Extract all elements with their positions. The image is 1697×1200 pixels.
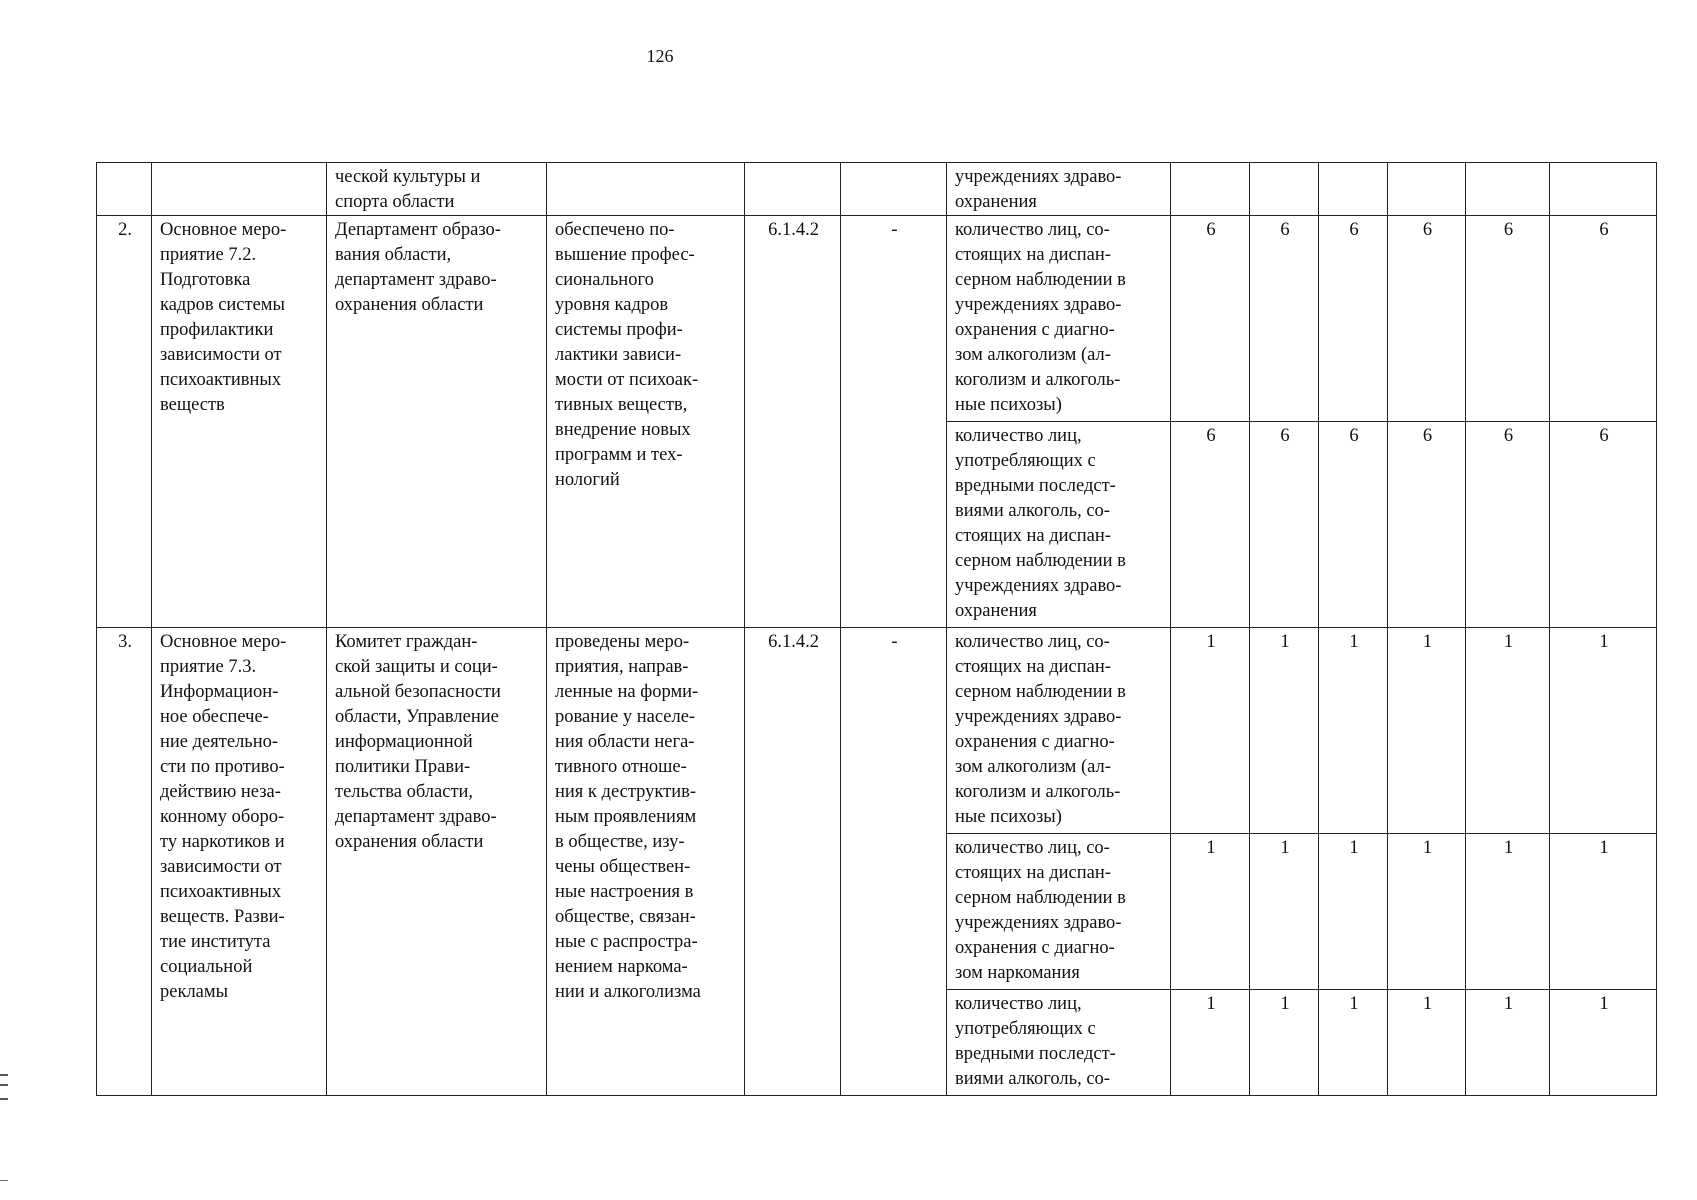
indicator-text: количество лиц, употребляющих с вредными последст- виями алкоголь, со- bbox=[947, 990, 1171, 1096]
indicator-value: 1 bbox=[1550, 628, 1657, 834]
cell-code bbox=[745, 163, 841, 216]
table-row-continuation bbox=[97, 163, 1657, 216]
indicator-code: 6.1.4.2 bbox=[745, 216, 841, 628]
cell-value bbox=[1319, 163, 1388, 216]
indicator-value: 1 bbox=[1550, 990, 1657, 1096]
cell-indicator: учреждениях здраво- охранения bbox=[947, 163, 1171, 216]
cell-result bbox=[547, 163, 745, 216]
dash-cell: - bbox=[841, 216, 947, 628]
cell-value bbox=[1550, 163, 1657, 216]
indicator-value: 6 bbox=[1250, 216, 1319, 422]
indicator-value: 1 bbox=[1171, 628, 1250, 834]
indicator-value: 6 bbox=[1550, 422, 1657, 628]
cell-value bbox=[1171, 163, 1250, 216]
responsible-executor: Департамент образо- вания области, департамент здраво- охранения области bbox=[327, 216, 547, 628]
indicator-value: 1 bbox=[1319, 834, 1388, 990]
indicator-value: 1 bbox=[1250, 990, 1319, 1096]
indicator-value: 6 bbox=[1466, 216, 1550, 422]
table-row-3 bbox=[97, 628, 1657, 834]
cell-measure bbox=[152, 163, 327, 216]
indicator-value: 6 bbox=[1171, 216, 1250, 422]
binding-margin-mark bbox=[0, 1074, 8, 1100]
indicator-value: 6 bbox=[1319, 216, 1388, 422]
row-number: 2. bbox=[97, 216, 152, 628]
indicator-value: 1 bbox=[1319, 628, 1388, 834]
indicator-value: 1 bbox=[1550, 834, 1657, 990]
indicator-value: 6 bbox=[1171, 422, 1250, 628]
cell-value bbox=[1250, 163, 1319, 216]
indicator-text: количество лиц, со- стоящих на диспан- серном наблюдении в учреждениях здраво- охранения с диагно- зом алкоголизм (ал- коголизм и алкоголь- ные психозы) bbox=[947, 216, 1171, 422]
indicator-value: 6 bbox=[1388, 216, 1466, 422]
indicator-value: 1 bbox=[1171, 990, 1250, 1096]
program-measures-table bbox=[96, 162, 1657, 1096]
indicator-text: количество лиц, со- стоящих на диспан- серном наблюдении в учреждениях здраво- охранения с диагно- зом алкоголизм (ал- коголизм и алкоголь- ные психозы) bbox=[947, 628, 1171, 834]
indicator-value: 1 bbox=[1388, 834, 1466, 990]
expected-result: обеспечено по- вышение профес- сионального уровня кадров системы профи- лактики зависи- мости от психоак- тивных веществ, внедрение новых программ и тех- нологий bbox=[547, 216, 745, 628]
indicator-value: 1 bbox=[1388, 990, 1466, 1096]
indicator-value: 6 bbox=[1319, 422, 1388, 628]
responsible-executor: Комитет граждан- ской защиты и соци- альной безопасности области, Управление информационной политики Прави- тельства области, департамент здраво- охранения области bbox=[327, 628, 547, 1096]
cell-value bbox=[1466, 163, 1550, 216]
table-row-2 bbox=[97, 216, 1657, 422]
indicator-value: 1 bbox=[1466, 628, 1550, 834]
indicator-code: 6.1.4.2 bbox=[745, 628, 841, 1096]
cell-dash bbox=[841, 163, 947, 216]
page-number: 126 bbox=[646, 46, 674, 66]
indicator-value: 1 bbox=[1250, 834, 1319, 990]
indicator-text: количество лиц, употребляющих с вредными последст- виями алкоголь, со- стоящих на диспан- серном наблюдении в учреждениях здраво- охранения bbox=[947, 422, 1171, 628]
indicator-value: 1 bbox=[1319, 990, 1388, 1096]
indicator-value: 6 bbox=[1466, 422, 1550, 628]
indicator-text: количество лиц, со- стоящих на диспан- серном наблюдении в учреждениях здраво- охранения с диагно- зом наркомания bbox=[947, 834, 1171, 990]
cell-responsible: ческой культуры и спорта области bbox=[327, 163, 547, 216]
cell-value bbox=[1388, 163, 1466, 216]
indicator-value: 1 bbox=[1250, 628, 1319, 834]
measure-name: Основное меро- приятие 7.3. Информацион- ное обеспече- ние деятельно- сти по противо- действию неза- конному оборо- ту наркотиков и зависимости от психоактивных веществ. Разви- тие института социальной рекламы bbox=[152, 628, 327, 1096]
measure-name: Основное меро- приятие 7.2. Подготовка кадров системы профилактики зависимости от психоактивных веществ bbox=[152, 216, 327, 628]
expected-result: проведены меро- приятия, направ- ленные на форми- рование у населе- ния области нега- тивного отноше- ния к деструктив- ным проявлениям в обществе, изу- чены обществен- ные настроения в обществе, связан- ные с распростра- нением наркома- нии и алкоголизма bbox=[547, 628, 745, 1096]
margin-dash bbox=[0, 1180, 8, 1181]
indicator-value: 1 bbox=[1466, 834, 1550, 990]
indicator-value: 1 bbox=[1171, 834, 1250, 990]
indicator-value: 1 bbox=[1466, 990, 1550, 1096]
indicator-value: 6 bbox=[1250, 422, 1319, 628]
dash-cell: - bbox=[841, 628, 947, 1096]
cell-no bbox=[97, 163, 152, 216]
indicator-value: 1 bbox=[1388, 628, 1466, 834]
indicator-value: 6 bbox=[1550, 216, 1657, 422]
indicator-value: 6 bbox=[1388, 422, 1466, 628]
row-number: 3. bbox=[97, 628, 152, 1096]
